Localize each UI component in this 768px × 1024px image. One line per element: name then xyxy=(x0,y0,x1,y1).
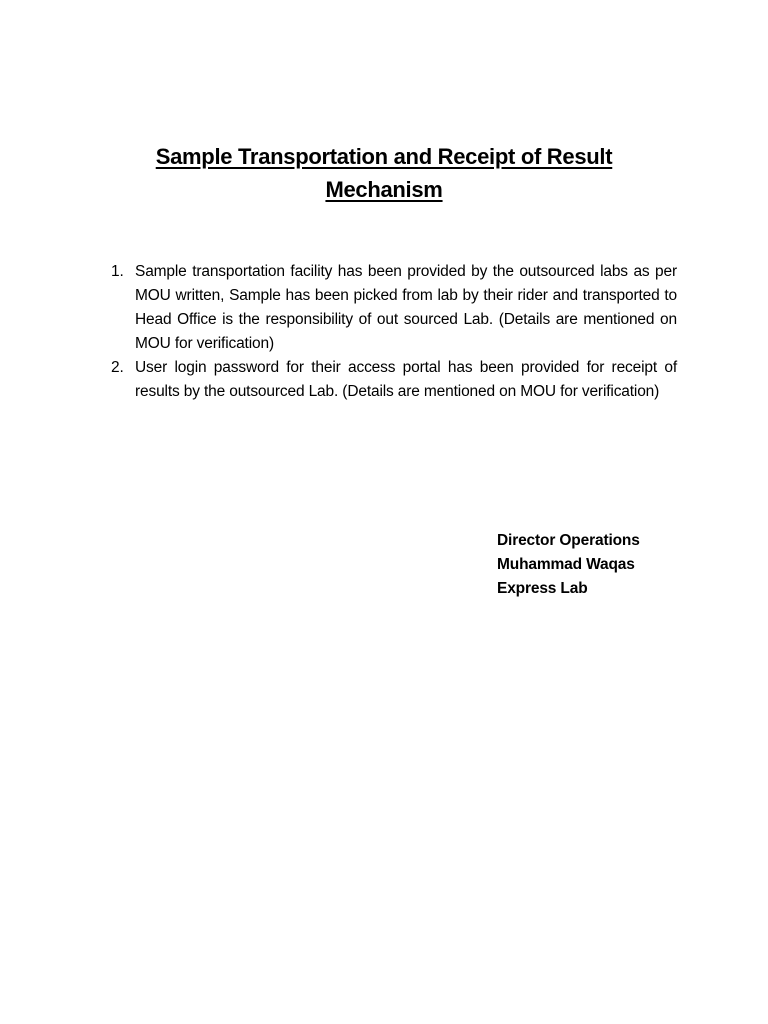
document-title-line-1: Sample Transportation and Receipt of Result xyxy=(155,144,613,169)
signature-name: Muhammad Waqas xyxy=(497,556,635,573)
signature-organization: Express Lab xyxy=(497,580,588,597)
signature-block xyxy=(497,529,640,601)
list-item-text: User login password for their access portal has been provided for receipt of results by the outsourced Lab. (Details are mentioned on MOU for verification) xyxy=(135,359,677,400)
list-item xyxy=(107,260,677,356)
document-title xyxy=(110,140,658,206)
list-item-number: 2. xyxy=(111,359,124,376)
numbered-list xyxy=(107,260,677,404)
signature-role: Director Operations xyxy=(497,532,640,549)
list-item xyxy=(107,356,677,404)
document-title-line-2: Mechanism xyxy=(325,177,443,202)
list-item-number: 1. xyxy=(111,263,124,280)
list-item-text: Sample transportation facility has been provided by the outsourced labs as per MOU written, Sample has been picked from lab by their rider and transported to Head Office is the responsibility of out sourced Lab. (Details are mentioned on MOU for verification) xyxy=(135,263,677,352)
